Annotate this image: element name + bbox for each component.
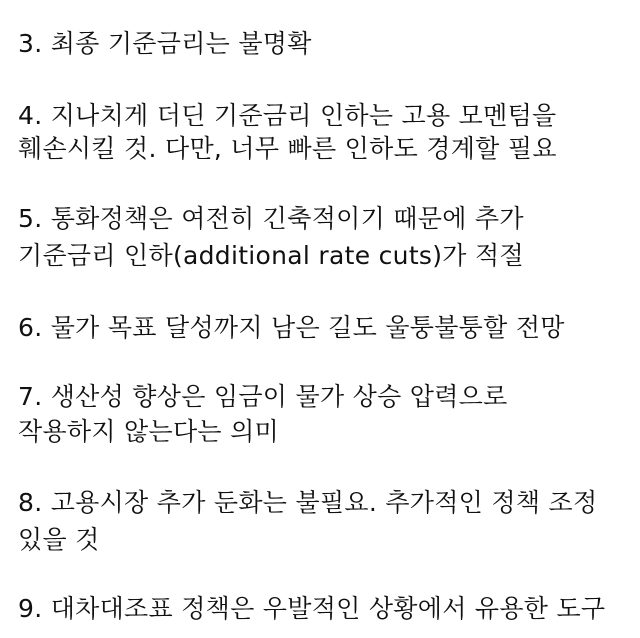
item-8-line-2: 있을 것 [18, 525, 100, 554]
item-4-line-1: 4. 지나치게 더딘 기준금리 인하는 고용 모멘텀을 [18, 101, 557, 130]
item-3-line-1: 3. 최종 기준금리는 불명확 [18, 29, 312, 58]
item-7-line-2: 작용하지 않는다는 의미 [18, 417, 279, 446]
item-9-line-1: 9. 대차대조표 정책은 우발적인 상황에서 유용한 도구 [18, 594, 606, 623]
item-8-line-1: 8. 고용시장 추가 둔화는 불필요. 추가적인 정책 조정 [18, 488, 598, 517]
item-6-line-1: 6. 물가 목표 달성까지 남은 길도 울퉁불퉁할 전망 [18, 313, 565, 342]
item-7-line-1: 7. 생산성 향상은 임금이 물가 상승 압력으로 [18, 382, 508, 411]
item-5-line-1: 5. 통화정책은 여전히 긴축적이기 때문에 추가 [18, 204, 524, 233]
item-4-line-2: 훼손시킬 것. 다만, 너무 빠른 인하도 경계할 필요 [18, 134, 557, 163]
item-5-line-2: 기준금리 인하(additional rate cuts)가 적절 [18, 241, 524, 270]
